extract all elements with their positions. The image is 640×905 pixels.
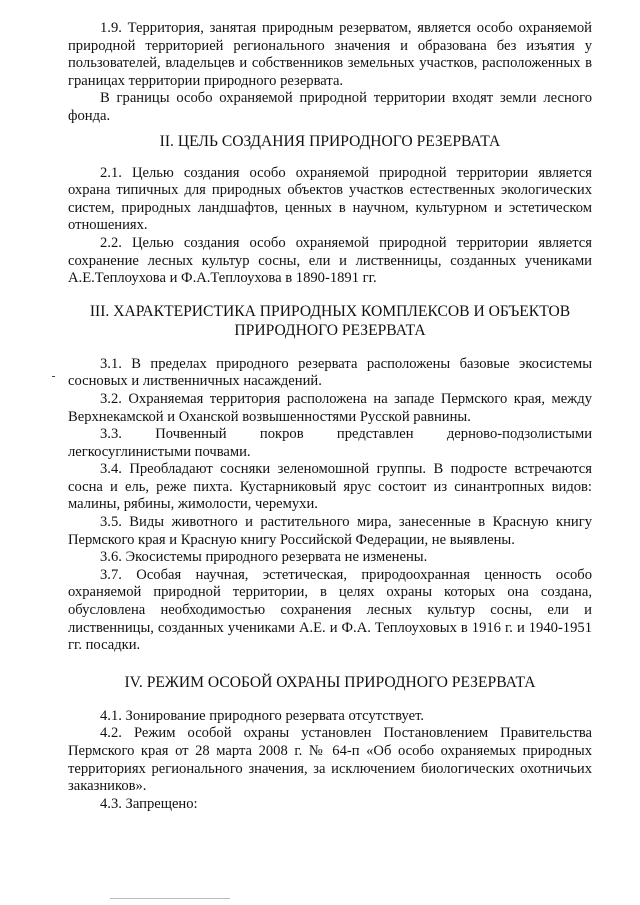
paragraph-3-5: 3.5. Виды животного и растительного мира, занесенные в Красную книгу Пермского края и Красную книгу Российской Федерации, не выявлены. — [68, 514, 592, 548]
paragraph-3-2: 3.2. Охраняемая территория расположена на западе Пермского края, между Верхнекамской и Оханской возвышенностями Русской равнины. — [68, 390, 592, 425]
paragraph-2-2: 2.2. Целью создания особо охраняемой природной территории является сохранение лесных культур сосны, ели и лиственницы, созданных учениками А.Е.Теплоухова и Ф.А.Теплоухова в 1890-1891 гг. — [68, 234, 592, 287]
paragraph-1-9: 1.9. Территория, занятая природным резерватом, является особо охраняемой природной территорией регионального значения и образована без изъятия у пользователей, владельцев и собственников земельных участков, расположенных в границах территории природного резервата. — [68, 20, 592, 89]
paragraph-3-3: 3.3. Почвенный покров представлен дерново-подзолистыми легкосуглинистыми почвами. — [68, 426, 592, 460]
paragraph-forest-fund: В границы особо охраняемой природной территории входят земли лесного фонда. — [68, 90, 592, 124]
section-3-heading: III. ХАРАКТЕРИСТИКА ПРИРОДНЫХ КОМПЛЕКСОВ И ОБЪЕКТОВ ПРИРОДНОГО РЕЗЕРВАТА — [89, 302, 571, 339]
paragraph-3-1: 3.1. В пределах природного резервата расположены базовые экосистемы сосновых и лиственничных насаждений. — [68, 355, 592, 390]
paragraph-3-4: 3.4. Преобладают сосняки зеленомошной группы. В подросте встречаются сосна и ель, реже пихта. Кустарниковый ярус состоит из синантропных видов: малины, рябины, жимолости, черемухи. — [68, 461, 592, 513]
paragraph-3-6: 3.6. Экосистемы природного резервата не изменены. — [100, 549, 428, 566]
paragraph-2-1: 2.1. Целью создания особо охраняемой природной территории является охрана типичных для природных объектов участков естественных экологических систем, природных ландшафтов, ценных в научном, культурном и эстетическом отношениях. — [68, 164, 592, 234]
paragraph-4-2: 4.2. Режим особой охраны установлен Постановлением Правительства Пермского края от 28 марта 2008 г. № 64-п «Об особо охраняемых природных территориях регионального значения, за исключением биологических охотничьих заказников». — [68, 725, 592, 795]
scan-mark — [52, 376, 55, 377]
paragraph-4-3: 4.3. Запрещено: — [100, 795, 198, 812]
scan-artifact-line — [110, 898, 230, 899]
paragraph-3-7: 3.7. Особая научная, эстетическая, природоохранная ценность особо охраняемой природной территории, в целях охраны которых она создана, обусловлена необходимостью сохранения лесных культур сосны, ели и лиственницы, созданных учениками А.Е. и Ф.А. Теплоуховых в 1916 г. и 1940-1951 гг. посадки. — [68, 566, 592, 654]
section-4-heading: IV. РЕЖИМ ОСОБОЙ ОХРАНЫ ПРИРОДНОГО РЕЗЕРВАТА — [124, 673, 536, 691]
section-2-heading: II. ЦЕЛЬ СОЗДАНИЯ ПРИРОДНОГО РЕЗЕРВАТА — [159, 132, 501, 150]
paragraph-4-1: 4.1. Зонирование природного резервата отсутствует. — [100, 707, 424, 724]
